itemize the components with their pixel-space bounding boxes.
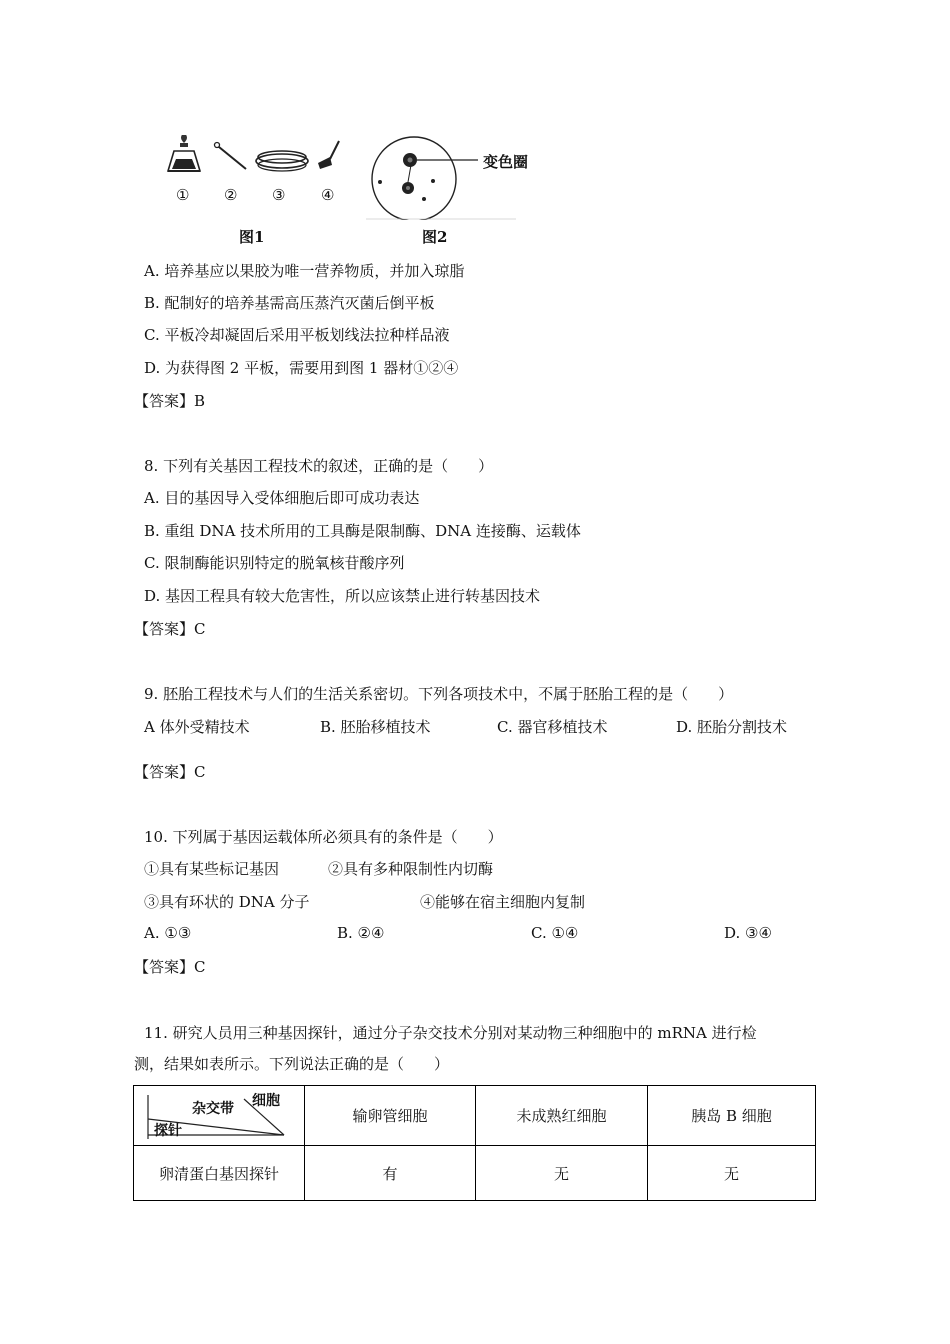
probe-result-table bbox=[133, 1085, 816, 1201]
q10-item-4: ④能够在宿主细胞内复制 bbox=[420, 893, 586, 911]
q10-item-1: ①具有某些标记基因 bbox=[144, 860, 280, 878]
q10-item-2: ②具有多种限制性内切酶 bbox=[328, 860, 494, 878]
q9-stem: 9. 胚胎工程技术与人们的生活关系密切。下列各项技术中，不属于胚胎工程的是（ ） bbox=[144, 685, 734, 703]
q8-stem: 8. 下列有关基因工程技术的叙述，正确的是（ ） bbox=[144, 457, 494, 475]
q8-option-d: D. 基因工程具有较大危害性，所以应该禁止进行转基因技术 bbox=[144, 587, 541, 605]
corner-band-label: 杂交带 bbox=[192, 1101, 234, 1117]
corner-probe-label: 探针 bbox=[154, 1123, 182, 1139]
table-cell: 无 bbox=[476, 1146, 648, 1201]
q9-option-d: D. 胚胎分割技术 bbox=[676, 718, 788, 736]
q8-option-a: A. 目的基因导入受体细胞后即可成功表达 bbox=[144, 489, 420, 507]
spreader-icon bbox=[318, 141, 339, 169]
q9-option-c: C. 器官移植技术 bbox=[497, 718, 608, 736]
table-cell: 无 bbox=[648, 1146, 816, 1201]
q10-item-3: ③具有环状的 DNA 分子 bbox=[144, 893, 310, 911]
fig1-label-2: ② bbox=[224, 186, 238, 204]
q11-stem-line-1: 11. 研究人员用三种基因探针，通过分子杂交技术分别对某动物三种细胞中的 mRNA 进行检 bbox=[144, 1024, 757, 1042]
q9-option-b: B. 胚胎移植技术 bbox=[320, 718, 431, 736]
figure-2-caption: 图2 bbox=[422, 228, 448, 246]
q10-stem: 10. 下列属于基因运载体所必须具有的条件是（ ） bbox=[144, 828, 503, 846]
q10-option-d: D. ③④ bbox=[724, 924, 772, 942]
column-header: 胰岛 B 细胞 bbox=[648, 1086, 816, 1146]
q10-option-a: A. ①③ bbox=[144, 924, 192, 942]
q8-answer: 【答案】C bbox=[134, 620, 206, 638]
table-corner-cell bbox=[134, 1086, 305, 1146]
color-change-circle-label: 变色圈 bbox=[483, 153, 529, 171]
fig1-label-1: ① bbox=[176, 186, 190, 204]
q11-stem-line-2: 测，结果如表所示。下列说法正确的是（ ） bbox=[134, 1055, 450, 1073]
table-row bbox=[134, 1146, 816, 1201]
petri-dish-icon bbox=[256, 151, 308, 171]
q9-answer: 【答案】C bbox=[134, 763, 206, 781]
table-cell: 有 bbox=[305, 1146, 476, 1201]
q7-option-c: C. 平板冷却凝固后采用平板划线法拉种样品液 bbox=[144, 326, 450, 344]
q7-option-d: D. 为获得图 2 平板，需要用到图 1 器材①②④ bbox=[144, 359, 459, 377]
q10-answer: 【答案】C bbox=[134, 958, 206, 976]
figure-1-caption: 图1 bbox=[239, 228, 265, 246]
fig1-label-4: ④ bbox=[321, 186, 335, 204]
figure-2-plate bbox=[366, 135, 529, 220]
q7-option-b: B. 配制好的培养基需高压蒸汽灭菌后倒平板 bbox=[144, 294, 435, 312]
q10-option-b: B. ②④ bbox=[337, 924, 385, 942]
corner-cell-label: 细胞 bbox=[252, 1093, 280, 1109]
column-header: 未成熟红细胞 bbox=[476, 1086, 648, 1146]
fig1-label-3: ③ bbox=[272, 186, 286, 204]
q7-option-a: A. 培养基应以果胶为唯一营养物质，并加入琼脂 bbox=[144, 262, 465, 280]
q8-option-c: C. 限制酶能识别特定的脱氧核苷酸序列 bbox=[144, 554, 405, 572]
q9-option-a: A 体外受精技术 bbox=[144, 718, 250, 736]
q8-option-b: B. 重组 DNA 技术所用的工具酶是限制酶、DNA 连接酶、运载体 bbox=[144, 522, 581, 540]
alcohol-lamp-icon bbox=[168, 135, 200, 171]
q10-option-c: C. ①④ bbox=[531, 924, 579, 942]
inoculating-loop-icon bbox=[215, 143, 247, 170]
q7-answer: 【答案】B bbox=[134, 392, 206, 410]
column-header: 输卵管细胞 bbox=[305, 1086, 476, 1146]
row-probe-name: 卵清蛋白基因探针 bbox=[134, 1146, 305, 1201]
table-header-row bbox=[134, 1086, 816, 1146]
